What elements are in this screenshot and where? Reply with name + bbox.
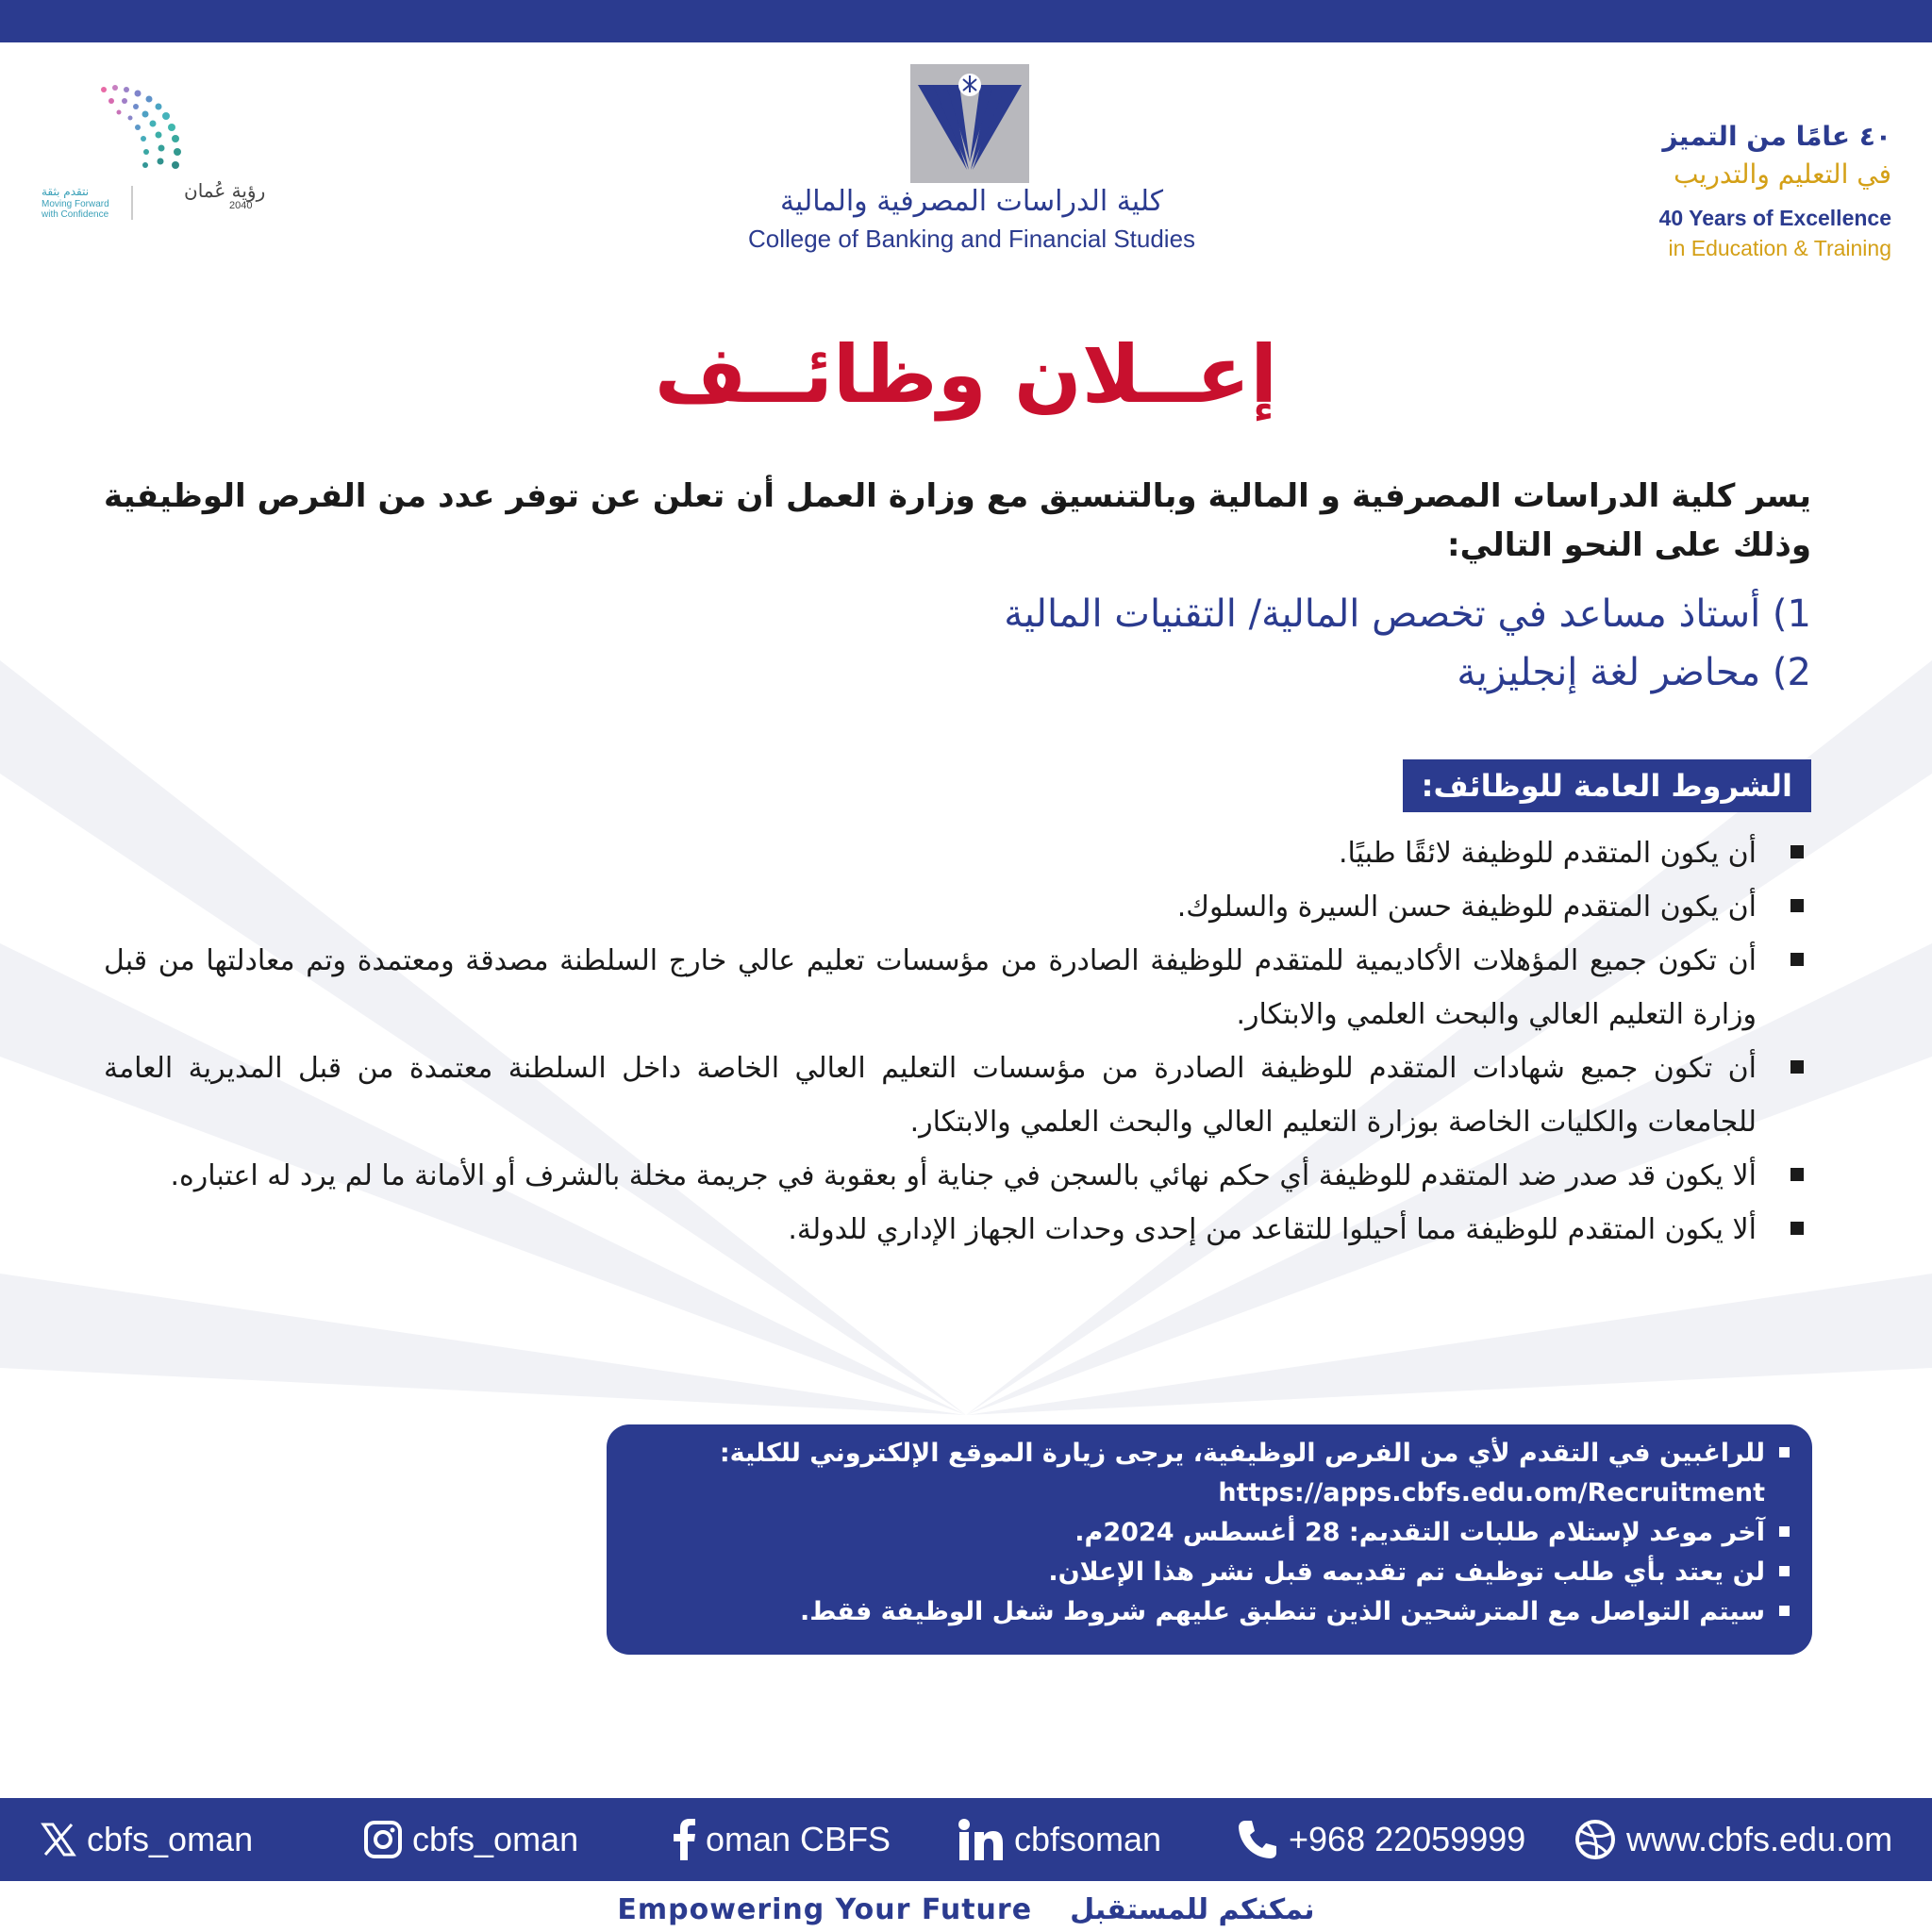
vision-tag-ar: نتقدم بثقة [42,185,90,198]
info-deadline [633,1513,1793,1553]
condition-text: ألا يكون المتقدم للوظيفة مما أحيلوا للتقاعد من إحدى وحدات الجهاز الإداري للدولة. [788,1213,1757,1246]
social-website[interactable] [1574,1798,1892,1881]
info-list [633,1434,1793,1632]
linkedin-icon [958,1819,1005,1860]
square-bullet-icon [1779,1606,1790,1616]
social-facebook[interactable] [672,1798,891,1881]
tagline-ar-line1: ٤٠ عامًا من التميز [1662,121,1891,152]
condition-text: أن يكون المتقدم للوظيفة حسن السيرة والسلوك. [1176,891,1757,924]
footer-slogan [0,1887,1932,1932]
x-logo-icon [40,1821,77,1858]
social-linkedin[interactable] [958,1798,1161,1881]
note-2-text: سيتم التواصل مع المترشحين الذين تنطبق عليهم شروط شغل الوظيفة فقط. [799,1597,1765,1626]
globe-icon [1574,1818,1617,1861]
condition-item [104,934,1811,1041]
instagram-icon [363,1820,403,1859]
college-name-ar: كلية الدراسات المصرفية والمالية [779,185,1164,218]
application-info-box [607,1424,1812,1655]
college-name-en: College of Banking and Financial Studies [747,225,1196,253]
info-note-2 [633,1592,1793,1632]
condition-text: أن تكون جميع المؤهلات الأكاديمية للمتقدم للوظيفة الصادرة من مؤسسات تعليم عالي خارج السلطنة مصدقة ومعتمدة وتم معادلتها من قبل وزارة التعليم العالي والبحث العلمي والابتكار. [104,944,1757,1031]
vision-year: 2040 [229,200,253,211]
college-logo-icon [910,64,1029,183]
square-bullet-icon [1790,1168,1804,1181]
square-bullet-icon [1790,1222,1804,1235]
condition-text: أن يكون المتقدم للوظيفة لائقًا طبيًا. [1338,837,1757,870]
tagline-ar-line2: في التعليم والتدريب [1674,158,1891,190]
social-x[interactable] [40,1798,253,1881]
instagram-handle: cbfs_oman [412,1820,579,1858]
job-item: 2) محاضر لغة إنجليزية [1457,651,1811,694]
footer-social-bar [0,1798,1932,1881]
job-item: 1) أستاذ مساعد في تخصص المالية/ التقنيات المالية [1004,592,1811,636]
website-url: www.cbfs.edu.om [1626,1820,1893,1858]
slogan-en: Empowering Your Future [617,1892,1033,1926]
condition-item [104,1149,1811,1203]
vision-tag-en-2: with Confidence [42,209,109,220]
phone-icon [1236,1818,1279,1861]
square-bullet-icon [1790,1060,1804,1074]
x-handle: cbfs_oman [87,1820,254,1858]
job-list [679,585,1811,702]
page-title: إعــلان وظائــف [654,328,1278,421]
tagline-en-line1: 40 Years of Excellence [1658,206,1891,230]
deadline-text: آخر موعد لإستلام طلبات التقديم: 28 أغسطس 2024م. [1074,1518,1765,1547]
vision-title-ar: رؤية عُمان [184,179,266,202]
facebook-handle: oman CBFS [706,1820,891,1858]
info-url-line [633,1474,1793,1513]
condition-item [104,1203,1811,1257]
square-bullet-icon [1779,1566,1790,1576]
intro-paragraph: يسر كلية الدراسات المصرفية و المالية وبالتنسيق مع وزارة العمل أن تعلن عن توفر عدد من الفرص الوظيفية وذلك على النحو التالي: [104,477,1811,564]
info-note-1 [633,1553,1793,1592]
conditions-list [104,826,1811,1257]
apply-text: للراغبين في التقدم لأي من الفرص الوظيفية، يرجى زيارة الموقع الإلكتروني للكلية: [719,1439,1765,1468]
square-bullet-icon [1790,953,1804,966]
condition-item [104,826,1811,880]
social-instagram[interactable] [363,1798,578,1881]
square-bullet-icon [1790,845,1804,858]
condition-text: أن تكون جميع شهادات المتقدم للوظيفة الصادرة من مؤسسات التعليم العالي الخاصة داخل السلطنة معتمدة من قبل المديرية العامة للجامعات والكليات الخاصة بوزارة التعليم العالي والبحث العلمي والابتكار. [104,1052,1757,1139]
slogan-ar: نمكنكم للمستقبل [1070,1892,1315,1926]
conditions-heading: الشروط العامة للوظائف: [1403,759,1811,812]
anniversary-tagline [1590,118,1891,263]
condition-item [104,1041,1811,1149]
condition-text: ألا يكون قد صدر ضد المتقدم للوظيفة أي حكم نهائي بالسجن في جناية أو بعقوبة في جريمة مخلة بالشرف أو الأمانة ما لم يرد له اعتباره. [170,1159,1757,1192]
facebook-icon [672,1819,696,1860]
recruitment-link[interactable]: https://apps.cbfs.edu.om/Recruitment [1218,1478,1765,1507]
vision-tag-en-1: Moving Forward [42,199,109,209]
phone-number: +968 22059999 [1289,1820,1526,1858]
info-apply [633,1434,1793,1474]
note-1-text: لن يعتد بأي طلب توظيف تم تقديمه قبل نشر هذا الإعلان. [1048,1557,1765,1587]
linkedin-handle: cbfsoman [1014,1820,1162,1858]
square-bullet-icon [1790,899,1804,912]
square-bullet-icon [1779,1447,1790,1457]
condition-item [104,880,1811,934]
square-bullet-icon [1779,1526,1790,1537]
tagline-en-line2: in Education & Training [1668,236,1891,260]
social-phone[interactable] [1236,1798,1525,1881]
